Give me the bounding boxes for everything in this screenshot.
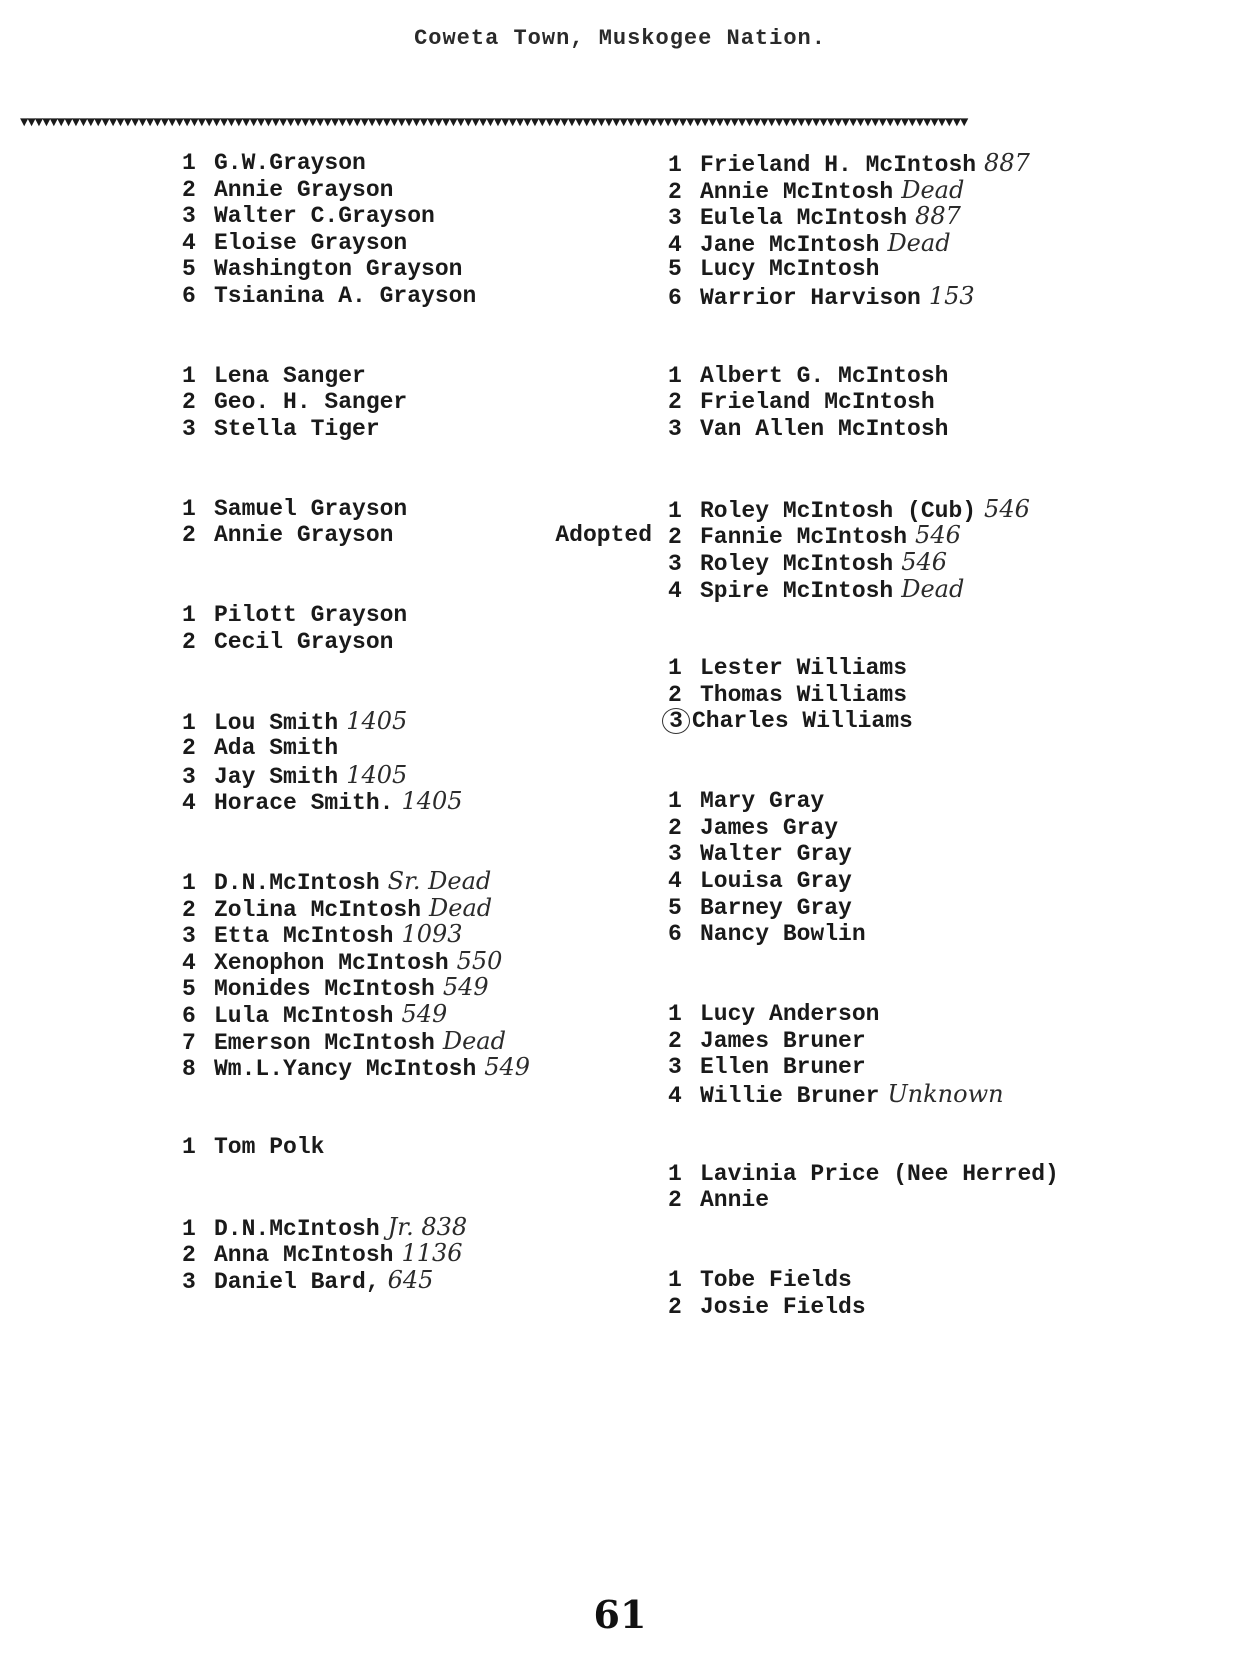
group-spacer xyxy=(668,469,1228,496)
entry-number: 3 xyxy=(182,203,196,230)
group-spacer xyxy=(182,1161,642,1188)
entry-name: Van Allen McIntosh xyxy=(700,415,949,442)
entry-name: Fannie McIntosh xyxy=(700,524,908,551)
entry-number: 5 xyxy=(182,976,196,1003)
handwritten-note: 1093 xyxy=(401,920,463,949)
entry-name: Tobe Fields xyxy=(700,1266,852,1293)
entry-name: Monides McIntosh xyxy=(214,976,435,1003)
group-spacer xyxy=(668,443,1228,470)
handwritten-note: 546 xyxy=(984,494,1030,523)
handwritten-note: 550 xyxy=(456,946,503,975)
roll-entry xyxy=(668,256,1228,283)
adopted-label: Adopted xyxy=(555,522,652,549)
entry-name: Thomas Williams xyxy=(700,681,908,708)
entry-number: 3 xyxy=(668,550,682,577)
roll-entry xyxy=(668,921,1228,948)
entry-name: Cecil Grayson xyxy=(214,628,394,655)
entry-name: Lula McIntosh xyxy=(214,1003,394,1029)
entry-number: 2 xyxy=(182,176,196,203)
entry-number: 5 xyxy=(668,256,682,283)
roll-entry xyxy=(182,762,642,789)
entry-name: Lester Williams xyxy=(700,655,908,682)
entry-number: 1 xyxy=(182,1133,196,1160)
entry-number: 2 xyxy=(668,814,682,841)
entry-number: 1 xyxy=(668,1266,682,1293)
roll-entry xyxy=(182,602,642,629)
handwritten-note: 549 xyxy=(484,1053,531,1082)
entry-number: 4 xyxy=(182,949,196,976)
roll-entry xyxy=(668,177,1228,204)
entry-number: 2 xyxy=(668,1027,682,1054)
page-title: Coweta Town, Muskogee Nation. xyxy=(414,26,826,51)
roll-entry xyxy=(668,230,1228,257)
entry-number: 3 xyxy=(662,708,690,734)
handwritten-note: Dead xyxy=(901,574,965,603)
entry-name: Walter Gray xyxy=(700,841,852,868)
roll-entry xyxy=(182,1001,642,1028)
roll-entry xyxy=(668,363,1228,390)
roll-entry xyxy=(668,389,1228,416)
entry-number: 1 xyxy=(668,788,682,815)
entry-number: 1 xyxy=(668,1160,682,1187)
group-spacer xyxy=(182,549,642,576)
entry-number: 3 xyxy=(182,415,196,442)
entry-number: 2 xyxy=(668,1187,682,1214)
divider-rule: ▼▼▼▼▼▼▼▼▼▼▼▼▼▼▼▼▼▼▼▼▼▼▼▼▼▼▼▼▼▼▼▼▼▼▼▼▼▼▼▼▼▼▼▼▼▼▼▼▼▼▼▼▼▼▼▼▼▼▼▼▼▼▼▼▼▼▼▼▼▼▼▼▼▼▼▼▼▼▼▼▼▼▼▼▼▼▼▼▼▼▼▼▼▼▼▼▼▼▼▼▼▼▼▼▼▼▼▼▼▼▼▼▼▼▼▼▼▼▼▼▼▼▼▼▼▼▼▼ xyxy=(20,116,968,130)
roll-entry xyxy=(182,1054,642,1081)
group-spacer xyxy=(668,1134,1228,1161)
entry-number: 2 xyxy=(182,1242,196,1269)
group-spacer xyxy=(182,1107,642,1134)
roll-entry xyxy=(668,150,1228,177)
group-spacer xyxy=(668,336,1228,363)
entry-name: Annie Grayson xyxy=(214,522,394,549)
entry-number: 4 xyxy=(668,577,682,604)
group-spacer xyxy=(182,443,642,470)
entry-name: Jay Smith xyxy=(214,763,339,790)
entry-name: Anna McIntosh xyxy=(214,1242,394,1269)
entry-number: 1 xyxy=(668,152,682,178)
roll-entry xyxy=(182,1028,642,1055)
entry-name: Stella Tiger xyxy=(214,415,380,442)
entry-number: 5 xyxy=(182,256,196,283)
roll-entry xyxy=(182,868,642,895)
entry-number: 4 xyxy=(668,1082,682,1109)
roll-entry xyxy=(182,150,642,177)
roll-entry xyxy=(668,1161,1228,1188)
entry-number: 2 xyxy=(182,735,196,762)
entry-name: Tsianina A. Grayson xyxy=(214,282,477,309)
entry-name: Walter C.Grayson xyxy=(214,203,435,230)
entry-name: Eloise Grayson xyxy=(214,229,408,256)
entry-number: 1 xyxy=(668,1001,682,1027)
roll-entry xyxy=(668,1001,1228,1028)
handwritten-note: Sr. Dead xyxy=(387,867,492,896)
handwritten-note: Unknown xyxy=(887,1079,1004,1108)
entry-name: Tom Polk xyxy=(214,1133,325,1160)
entry-name: Wm.L.Yancy McIntosh xyxy=(214,1056,477,1083)
entry-name: James Gray xyxy=(700,814,839,841)
roll-entry xyxy=(668,682,1228,709)
roll-entry xyxy=(182,948,642,975)
entry-number: 1 xyxy=(182,150,196,176)
entry-name: Frieland McIntosh xyxy=(700,389,935,416)
entry-number: 1 xyxy=(182,362,196,389)
roll-entry xyxy=(668,1187,1228,1214)
left-column xyxy=(182,150,642,1294)
roll-entry xyxy=(182,895,642,922)
entry-name: Annie McIntosh xyxy=(700,178,894,205)
roll-entry xyxy=(668,815,1228,842)
handwritten-note: 546 xyxy=(915,521,961,550)
group-spacer xyxy=(668,974,1228,1001)
roll-entry xyxy=(182,283,642,310)
entry-number: 1 xyxy=(182,870,196,897)
entry-name: Albert G. McIntosh xyxy=(700,362,949,389)
group-spacer xyxy=(182,1187,642,1214)
group-spacer xyxy=(668,1107,1228,1134)
entry-number: 2 xyxy=(182,389,196,416)
entry-number: 2 xyxy=(668,178,682,205)
roll-entry xyxy=(668,203,1228,230)
entry-number: 6 xyxy=(668,921,682,948)
group-spacer xyxy=(668,602,1228,629)
roll-entry xyxy=(668,549,1228,576)
roll-entry xyxy=(668,788,1228,815)
roll-entry xyxy=(668,416,1228,443)
handwritten-note: Dead xyxy=(442,1026,506,1055)
entry-name: Roley McIntosh xyxy=(700,550,894,577)
entry-number: 4 xyxy=(182,229,196,256)
entry-name: Josie Fields xyxy=(700,1293,866,1320)
entry-number: 2 xyxy=(668,389,682,416)
group-spacer xyxy=(668,1214,1228,1241)
handwritten-note: 887 xyxy=(984,149,1030,177)
entry-number: 2 xyxy=(182,896,196,923)
entry-name: D.N.McIntosh xyxy=(214,1215,380,1242)
entry-name: Nancy Bowlin xyxy=(700,921,866,948)
entry-name: Horace Smith. xyxy=(214,790,394,817)
roll-entry xyxy=(182,708,642,735)
handwritten-note: 887 xyxy=(915,202,961,231)
group-spacer xyxy=(182,469,642,496)
entry-name: Etta McIntosh xyxy=(214,923,394,950)
entry-name: Lucy Anderson xyxy=(700,1001,880,1027)
roll-entry xyxy=(182,1214,642,1241)
entry-name: Ada Smith xyxy=(214,735,339,762)
entry-name: G.W.Grayson xyxy=(214,150,366,176)
group-spacer xyxy=(182,655,642,682)
entry-number: 3 xyxy=(182,923,196,950)
entry-number: 1 xyxy=(182,1215,196,1242)
handwritten-note: 546 xyxy=(901,547,948,576)
roll-entry xyxy=(668,1081,1228,1108)
entry-name: Lucy McIntosh xyxy=(700,256,880,283)
entry-number: 4 xyxy=(668,231,682,258)
page-number: 61 xyxy=(593,1592,647,1637)
entry-name: Ellen Bruner xyxy=(700,1054,866,1081)
entry-number: 4 xyxy=(182,790,196,817)
handwritten-note: 1136 xyxy=(401,1239,463,1268)
handwritten-note: 1405 xyxy=(401,787,463,816)
entry-number: 3 xyxy=(668,841,682,868)
entry-name: Spire McIntosh xyxy=(700,577,894,604)
roll-entry xyxy=(668,895,1228,922)
entry-number: 2 xyxy=(182,522,196,549)
entry-number: 2 xyxy=(668,524,682,551)
roll-entry xyxy=(668,1267,1228,1294)
roll-entry xyxy=(182,496,642,523)
roll-entry xyxy=(182,788,642,815)
roll-entry xyxy=(182,1240,642,1267)
entry-name: Frieland H. McIntosh xyxy=(700,152,977,178)
roll-entry xyxy=(668,1028,1228,1055)
entry-number: 1 xyxy=(182,710,196,737)
roll-entry xyxy=(668,1294,1228,1321)
entry-name: Roley McIntosh (Cub) xyxy=(700,497,977,524)
entry-number: 3 xyxy=(668,1054,682,1081)
entry-number: 7 xyxy=(182,1029,196,1056)
roll-entry xyxy=(182,256,642,283)
roll-entry xyxy=(668,496,1228,523)
entry-name: Geo. H. Sanger xyxy=(214,389,408,416)
entry-name: Louisa Gray xyxy=(700,868,852,895)
entry-name: Willie Bruner xyxy=(700,1082,880,1109)
entry-name: Daniel Bard, xyxy=(214,1268,380,1295)
right-column xyxy=(555,149,1228,1320)
group-spacer xyxy=(182,1081,642,1108)
entry-name: Samuel Grayson xyxy=(214,495,408,522)
roll-entry xyxy=(182,203,642,230)
roll-entry xyxy=(182,230,642,257)
group-spacer xyxy=(182,815,642,842)
entry-name: Emerson McIntosh xyxy=(214,1029,435,1056)
group-spacer xyxy=(182,310,642,337)
group-spacer xyxy=(182,336,642,363)
group-spacer xyxy=(668,310,1228,337)
entry-number: 6 xyxy=(668,284,682,311)
handwritten-note: Dead xyxy=(429,893,493,922)
handwritten-note: 549 xyxy=(401,1000,448,1028)
group-spacer xyxy=(668,762,1228,789)
entry-number: 3 xyxy=(182,1268,196,1295)
group-spacer xyxy=(668,948,1228,975)
entry-name: Mary Gray xyxy=(700,788,825,815)
roll-entry xyxy=(182,389,642,416)
handwritten-note: 153 xyxy=(928,281,975,310)
entry-number: 3 xyxy=(668,415,682,442)
entry-name: Lena Sanger xyxy=(214,362,366,389)
entry-number: 1 xyxy=(182,602,196,629)
handwritten-note: 1405 xyxy=(346,760,408,789)
entry-name: Lavinia Price (Nee Herred) xyxy=(700,1160,1059,1187)
entry-name: Pilott Grayson xyxy=(214,602,408,629)
entry-number: 1 xyxy=(182,495,196,522)
roll-entry xyxy=(668,868,1228,895)
roll-entry xyxy=(668,1054,1228,1081)
roll-entry xyxy=(668,841,1228,868)
roll-entry xyxy=(182,1134,642,1161)
entry-number: 1 xyxy=(668,655,682,682)
entry-number: 3 xyxy=(182,763,196,790)
roll-entry xyxy=(182,629,642,656)
roll-entry xyxy=(182,1267,642,1294)
roll-entry xyxy=(182,921,642,948)
entry-name: D.N.McIntosh xyxy=(214,870,380,897)
entry-name: Annie xyxy=(700,1187,770,1214)
entry-number: 6 xyxy=(182,282,196,309)
roll-entry xyxy=(668,283,1228,310)
roll-entry xyxy=(555,521,1228,551)
entry-name: Barney Gray xyxy=(700,894,852,921)
group-spacer xyxy=(668,1240,1228,1267)
group-spacer xyxy=(182,576,642,603)
handwritten-note: Dead xyxy=(901,175,965,204)
entry-number: 2 xyxy=(182,628,196,655)
entry-number: 4 xyxy=(668,868,682,895)
entry-number: 2 xyxy=(668,1293,682,1320)
handwritten-note: Dead xyxy=(887,228,951,257)
group-spacer xyxy=(668,735,1228,762)
handwritten-note: 1405 xyxy=(346,707,408,736)
roll-entry xyxy=(182,363,642,390)
handwritten-note: 549 xyxy=(442,973,489,1002)
entry-name: James Bruner xyxy=(700,1027,866,1054)
group-spacer xyxy=(668,629,1228,656)
handwritten-note: Jr. 838 xyxy=(387,1212,468,1241)
entry-name: Warrior Harvison xyxy=(700,284,921,311)
roll-entry xyxy=(182,177,642,204)
entry-number: 3 xyxy=(668,205,682,232)
entry-name: Jane McIntosh xyxy=(700,231,880,258)
entry-name: Charles Williams xyxy=(692,708,913,735)
entry-number: 5 xyxy=(668,894,682,921)
entry-name: Zolina McIntosh xyxy=(214,896,422,923)
entry-name: Washington Grayson xyxy=(214,256,463,283)
group-spacer xyxy=(182,682,642,709)
group-spacer xyxy=(182,841,642,868)
roll-entry xyxy=(182,974,642,1001)
entry-name: Lou Smith xyxy=(214,710,339,737)
entry-number: 1 xyxy=(668,497,682,524)
entry-name: Xenophon McIntosh xyxy=(214,949,449,976)
roll-entry xyxy=(668,655,1228,682)
entry-number: 1 xyxy=(668,362,682,389)
handwritten-note: 645 xyxy=(387,1265,434,1294)
entry-number: 6 xyxy=(182,1003,196,1029)
roll-entry xyxy=(182,735,642,762)
entry-number: 2 xyxy=(668,681,682,708)
roll-entry xyxy=(182,416,642,443)
roll-entry xyxy=(668,576,1228,603)
roll-entry xyxy=(668,708,1228,735)
entry-name: Annie Grayson xyxy=(214,176,394,203)
entry-name: Eulela McIntosh xyxy=(700,205,908,232)
entry-number: 8 xyxy=(182,1056,196,1083)
